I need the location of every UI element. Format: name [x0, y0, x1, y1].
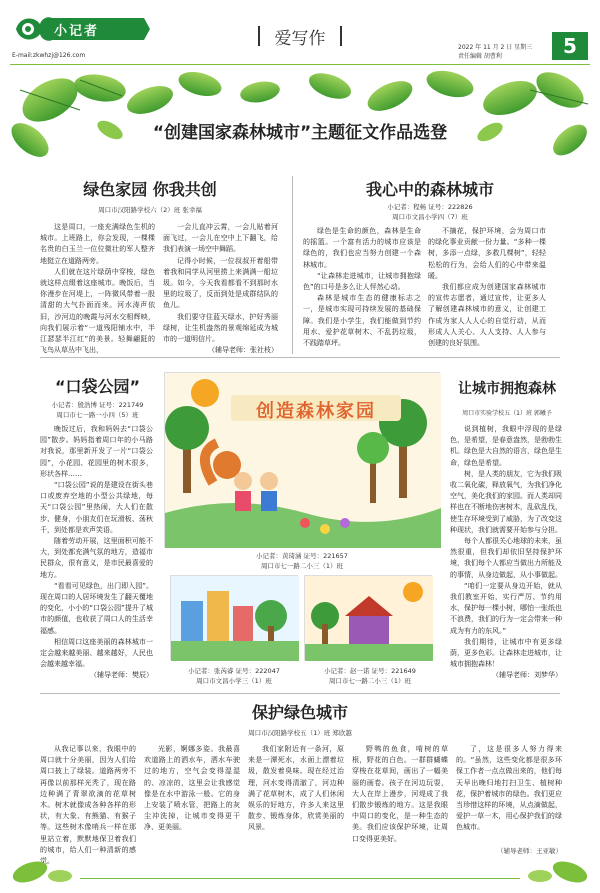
paragraph: 晚饭过后，我和妈妈去“口袋公园”散步。妈妈指着周口年的小马路对我说，那里新开发了一片“口袋公园”，小花园、花园里的树木很多，形状各样……: [40, 425, 153, 478]
article-3-byline-2: 周口市七一路一小四（5）班: [56, 411, 139, 419]
article-5-col-4: [352, 744, 448, 852]
article-1-col-2: [163, 222, 278, 355]
drawing-main: [164, 372, 440, 547]
paragraph: 人们就在这片绿荫中穿梭，绿色就这样点缀着这座城市。晚饭后，当你漫步在河堤上，一阵微风带着一股清甜的大气扑面而来。河水涛声依旧，沙河边的晚霞与河水交相辉映，向我们展示着“一道残阳铺水中，半江瑟瑟半江红”的美景。轻舞翩跹的飞鸟从草丛中飞出，: [40, 267, 155, 355]
paragraph: 每个人都很关心地球的未来，虽然很重，但我们却依旧坚持保护环境，我们每个人都应当做出力所能及的事情，从身边做起，从小事做起。: [450, 537, 562, 579]
article-1-col-1: [40, 222, 155, 355]
paragraph: “看看可见绿色，出门即入园”。现在周口的人居环境发生了翻天覆地的变化，小小的“口袋公园”提升了城市的颜值，也收获了周口人的生活幸福感。: [40, 581, 153, 635]
paragraph: 相信周口这座美丽的森林城市一定会越来越美丽、越来越好，人民也会越来越幸福。: [40, 637, 153, 669]
drawing-main-caption-2: 周口市七一路二小三（1）班: [260, 562, 344, 570]
paragraph: 我们家附近有一条河，原来是一潭死水，水面上漂着垃圾，散发着臭味。现在经过治理，河水变得清澈了，河边种满了花草树木，成了人们休闲娱乐的好地方，许多人来这里散步、锻炼身体，欣赏美丽的风景。: [248, 745, 344, 832]
article-4-teacher: （辅导老师：刘梦华）: [492, 671, 562, 680]
article-3-body: [40, 424, 153, 680]
paragraph: 树，是人类的朋友，它为我们吸收二氧化碳，释放氧气，为我们净化空气，美化我们的家园。而人类却同样也在不断地伤害树木，乱砍乱伐，使生存环境受到了威胁，为了改变这种现状，我们就需要开始参与分担。: [450, 469, 562, 534]
article-2-col-2: [428, 226, 546, 350]
section-title: 爱写作: [246, 24, 354, 49]
page-number: 5: [552, 32, 588, 60]
paragraph: 森林是城市生态的健康标志之一，是城市实现可持续发展的基础保障。我们是小学生，我们能做到节约用水、爱护花草树木、不乱扔垃圾，不践踏草坪。: [303, 294, 421, 348]
paragraph: 光影，婀娜多姿。我最喜欢道路上的洒水车，洒水车驶过的地方，空气会变得湿湿的、凉凉的，这里会让我感觉像是在水中游泳一般。它的身上安装了喷水管，把路上的灰尘冲洗掉，让城市变得更干净、更美丽。: [144, 745, 240, 832]
article-2-byline-2: 周口市文昌小学四（7）班: [392, 213, 468, 221]
article-5-byline: 周口市汉阳路学校五（1）班 郑欣越: [248, 729, 352, 737]
paragraph: 我们要守住蓝天绿水，护好秀丽绿树，让生机盎然的景观绵延成为城市的一道明信片。: [163, 312, 278, 344]
editor-line: 责任编辑 胡曹利: [458, 53, 502, 60]
article-3-title: “口袋公园”: [54, 377, 141, 396]
house-drawing-icon: [305, 576, 433, 661]
paragraph: 不摘花，保护环境，会为周口市的绿化事业贡献一份力量。“多种一棵树，多添一点绿，多救几棵树”，轻轻松松的行为，会给人们的心中带来温暖。: [428, 227, 546, 280]
paragraph: 随着劳动开展，这里面积可能不大，到处都充满气氛的地方，造福市民群众，很有意义，是市民最喜爱的地方。: [40, 537, 153, 579]
article-3-byline-1: 小记者：殷浩博 证号：221749: [51, 401, 144, 409]
article-4-body: [450, 424, 562, 686]
drawing-banner-text: 创造森林家园: [256, 401, 376, 422]
leaf-footer-icon: [10, 858, 590, 886]
article-5-col-3: [248, 744, 344, 852]
paragraph: 了，这是很多人努力得来的。“虽然，这些变化都是很多环保工作者一点点做出来的，他们每天早出晚归地打扫卫生、植树种花，保护着城市的绿色。我们更应当珍惜这样的环境，从点滴做起，爱护一草一木，用心保护我们的绿色城市。: [456, 745, 562, 832]
paragraph: “让森林走进城市，让城市拥抱绿色”的口号是多么让人怦然心动。: [303, 271, 421, 292]
paragraph: 一会儿直冲云霄，一会儿贴着河面飞过，一会儿在空中上下翻飞，给我们表演一场空中舞蹈。: [163, 223, 278, 254]
paragraph: 从我记事以来，我眼中的周口就十分美丽，因为人们给周口披上了绿装。道路两旁不再像以前那样光秃了，现在路边种满了青翠欲滴的花草树木。树木就像成各种各样的形状，有大象、有熊猫、有猴子等。这些树木像哨兵一样在那里站立着，默默地保卫着我们的城市，给人们一种清新的感觉。: [40, 745, 136, 866]
article-5-col-2: [144, 744, 240, 852]
paragraph: 我们都应成为创建国家森林城市的宣传志愿者，通过宣传，让更多人了解创建森林城市的意义，让创建工作成为家人人人心的自觉行动，从而形成人人关心、人人支持、人人参与创建的良好氛围。: [428, 283, 546, 348]
paragraph: “口袋公园”说的是建设在街头巷口或废弃空地的小型公共绿地，每天“口袋公园”里热闹，大人们在散步、健身，小朋友们在玩滑板、荡秋千，到处都是欢声笑语。: [40, 481, 153, 534]
column-logo: [12, 14, 150, 44]
article-3-teacher: （辅导老师：樊辰）: [90, 671, 153, 680]
drawing-right-caption-2: 周口市七一路二小三（1）班: [328, 677, 412, 685]
main-title: “创建国家森林城市”主题征文作品选登: [152, 123, 448, 143]
article-2-title: 我心中的森林城市: [365, 180, 494, 199]
issue-date: 2022 年 11 月 2 日 星期三: [458, 44, 533, 51]
paragraph: 这是周口，一座充满绿色生机的城市。上班路上，你会发现，一棵棵名贵的白玉兰一位位微壮的军人整齐地挺立在道路两旁。: [40, 223, 155, 265]
email: E-mail:zkwhzj@126.com: [12, 52, 86, 59]
article-5-col-1: [40, 744, 136, 866]
drawing-left-caption-1: 小记者：张芮睿 证号：222047: [188, 667, 280, 675]
article-5-col-5: [456, 744, 562, 842]
article-2-col-1: [303, 226, 421, 350]
paragraph: 我们期待，让城市中有更多绿荫，更多色彩。让森林走进城市，让城市拥抱森林！: [450, 637, 562, 669]
drawing-right: [304, 575, 432, 660]
paragraph: “咱们一定要从身边开始，就从我们教室开始，实行严厉、节约用水，保护每一棵小树，哪怕一张纸也不浪费，我们的行为一定会带来一种成为有力的东风。”: [450, 581, 562, 635]
drawing-right-caption-1: 小记者：赵一诺 证号：221649: [324, 667, 416, 675]
city-drawing-icon: [171, 576, 299, 661]
drawing-left: [170, 575, 298, 660]
article-2-byline-1: 小记者：程畅 证号：222826: [387, 203, 473, 211]
article-4-byline: 周口市实验学校五（1）班 郭曦予: [462, 410, 552, 417]
article-1-byline: 周口市汉阳路学校六（2）班 张幸福: [98, 206, 202, 214]
logo-text: 小记者: [54, 24, 100, 39]
drawing-left-caption-2: 周口市文昌小学三（1）班: [196, 677, 272, 685]
article-1-title: 绿色家园 你我共创: [83, 180, 217, 199]
article-4-title: 让城市拥抱森林: [458, 381, 556, 397]
header-rule: [10, 64, 590, 65]
section-divider: [40, 357, 560, 358]
paragraph: 记得小时候，一位叔叔开着船带着我和同学从河里捞上来满满一船垃圾。如今，今天我看都看不到那时水里的垃圾了，反而到处是成群结队的鱼儿。: [163, 256, 278, 310]
paragraph: 说到植树，我眼中浮现的是绿色，是希望，是春意盎然，是勃勃生机。绿色是大自然的语言，绿色是生命，绿色是希望。: [450, 425, 562, 467]
article-5-title: 保护绿色城市: [251, 703, 348, 722]
section-divider: [40, 693, 560, 694]
column-divider: [292, 176, 293, 354]
paragraph: 绿色是生命的颜色，森林是生命的摇篮。一个富有活力的城市应该是绿色的，我们也应当努力创建一个森林城市。: [303, 227, 421, 269]
page-header: [0, 0, 600, 66]
article-1-teacher: （辅导老师：张社枝）: [208, 346, 278, 355]
paragraph: 野鸭的鱼食，啃树的草根，野花的白色。一群群蝴蝶穿梭在花草间，画出了一幅美丽的画卷。孩子在河边玩耍，大人在岸上漫步，河堤成了我们散步锻炼的地方。这是我眼中周口的变化，是一种生态的美。我们应该保护环境，让周口变得更美好。: [352, 745, 448, 843]
article-5-teacher: （辅导老师：王亚敏）: [497, 847, 562, 855]
drawing-main-caption-1: 小记者：黄琦涵 证号：221657: [256, 552, 348, 560]
